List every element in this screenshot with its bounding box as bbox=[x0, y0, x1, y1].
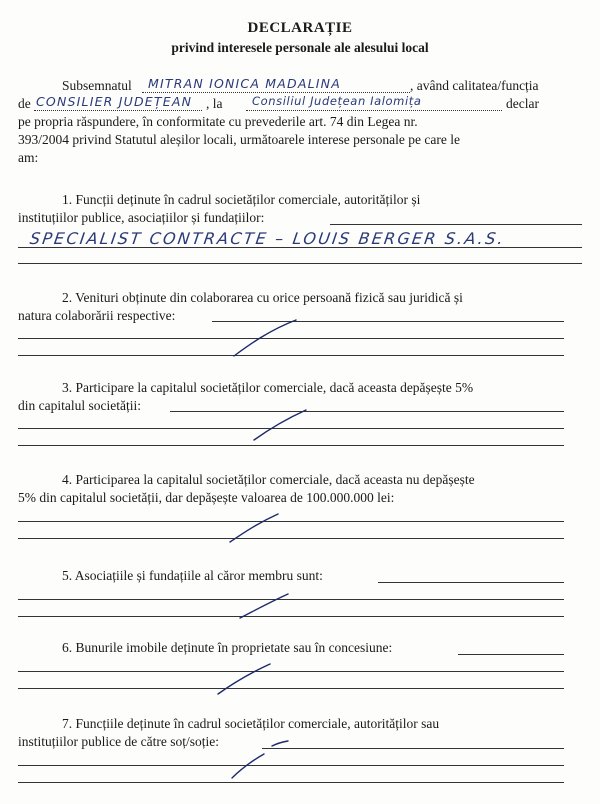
section-4-answer-line-1 bbox=[18, 521, 564, 522]
section-2-line-1: 2. Venituri obținute din colaborarea cu orice persoană fizică sau juridică și bbox=[62, 290, 463, 305]
section-7-line-2: instituțiilor publice de către soț/soție: bbox=[18, 734, 219, 749]
document-subtitle: privind interesele personale ale alesului local bbox=[171, 40, 429, 55]
section-1-field-line bbox=[330, 224, 582, 225]
section-3-line-1: 3. Participare la capitalul societăților comerciale, dacă aceasta depășește 5% bbox=[62, 380, 474, 395]
section-5-field-line bbox=[378, 582, 564, 583]
section-2-strike-mark bbox=[230, 318, 300, 360]
section-2-line-2: natura colaborării respective: bbox=[18, 308, 176, 323]
section-3-answer-line-2 bbox=[18, 445, 564, 446]
section-4-line-1: 4. Participarea la capitalul societăților comerciale, dacă aceasta nu depășește bbox=[62, 472, 475, 487]
institution-field-line bbox=[246, 110, 502, 111]
intro-line-4: 393/2004 privind Statutul aleșilor locali, următoarele interese personale pe care le bbox=[18, 132, 460, 147]
section-7-answer-line-1 bbox=[18, 765, 564, 766]
section-3-line-2: din capitalul societății: bbox=[18, 398, 141, 413]
section-7-tick-mark bbox=[270, 740, 290, 748]
section-4-answer-line-2 bbox=[18, 538, 564, 539]
section-4-strike-mark bbox=[226, 512, 282, 546]
document-title: DECLARAȚIE bbox=[247, 20, 353, 36]
intro-avand: , având calitatea/funcția bbox=[410, 78, 539, 93]
intro-la: , la bbox=[206, 96, 223, 111]
intro-subsemnatul: Subsemnatul bbox=[62, 78, 132, 93]
declarant-name: MITRAN IONICA MADALINA bbox=[148, 76, 341, 91]
section-6-answer-line-2 bbox=[18, 688, 564, 689]
section-1-answer: SPECIALIST CONTRACTE – LOUIS BERGER S.A.S. bbox=[28, 229, 507, 248]
intro-declar: declar bbox=[506, 96, 539, 111]
declarant-function: CONSILIER JUDEȚEAN bbox=[36, 94, 193, 109]
name-field-line bbox=[142, 92, 410, 93]
section-4-line-2: 5% din capitalul societății, dar depășește valoarea de 100.000.000 lei: bbox=[18, 490, 395, 505]
intro-line-5: am: bbox=[18, 150, 39, 165]
section-3-field-line bbox=[170, 411, 564, 412]
section-6-field-line bbox=[458, 654, 564, 655]
section-6-answer-line-1 bbox=[18, 671, 564, 672]
section-5-strike-mark bbox=[236, 592, 292, 622]
section-1-answer-line-2 bbox=[18, 263, 582, 264]
section-1-line-2: instituțiilor publice, asociațiilor și fundațiilor: bbox=[18, 210, 265, 225]
intro-de: de bbox=[18, 96, 31, 111]
section-1-answer-line-1 bbox=[18, 247, 582, 248]
section-7-answer-line-2 bbox=[18, 782, 564, 783]
section-7-strike-mark bbox=[228, 752, 268, 782]
section-7-line-1: 7. Funcțiile deținute în cadrul societăților comerciale, autorităților sau bbox=[62, 716, 440, 731]
intro-line-3: pe propria răspundere, în conformitate cu prevederile art. 74 din Legea nr. bbox=[18, 114, 418, 129]
section-3-strike-mark bbox=[250, 408, 310, 444]
section-1-line-1: 1. Funcții deținute în cadrul societăților comerciale, autorităților și bbox=[62, 192, 421, 207]
declarant-institution: Consiliul Județean Ialomița bbox=[252, 94, 422, 108]
function-field-line bbox=[34, 110, 202, 111]
section-6-strike-mark bbox=[214, 662, 274, 698]
section-6-line-1: 6. Bunurile imobile deținute în proprietate sau în concesiune: bbox=[62, 640, 393, 655]
section-7-field-line bbox=[262, 748, 564, 749]
section-5-line-1: 5. Asociațiile și fundațiile al căror membru sunt: bbox=[62, 568, 323, 583]
